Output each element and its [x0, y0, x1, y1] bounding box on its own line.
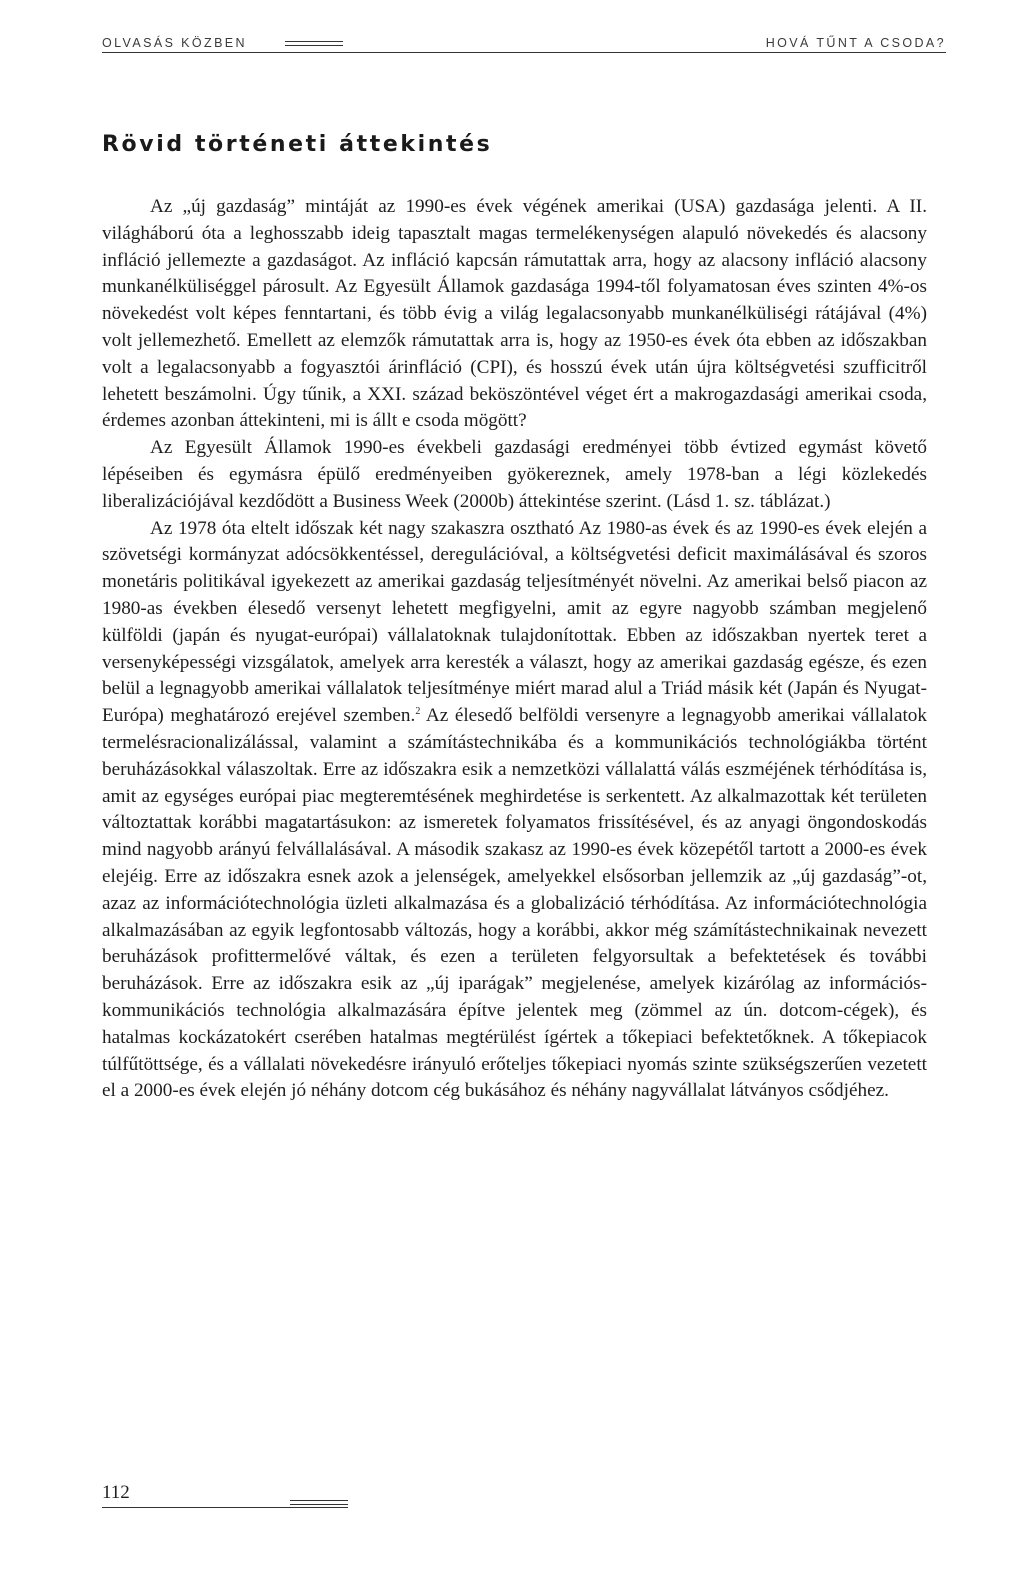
paragraph-periods: [102, 516, 927, 1106]
section-title: Rövid történeti áttekintés: [102, 132, 493, 157]
paragraph-intro: Az „új gazdaság” mintáját az 1990-es évek végének amerikai (USA) gazdasága jelenti. A II. világháború óta a leghosszabb ideig tapasztalt magas termelékenységen alapuló növekedés és alacsony infláció jellemezte a gazdaságot. Az infláció kapcsán rámutattak arra, hogy az alacsony infláció alacsony munkanélküliséggel párosult. Az Egyesült Államok gazdasága 1994-től folyamatosan éves szinten 4%-os növekedést volt képes fenntartani, és több évig a világ legalacsonyabb munkanélküliségi rátájával (4%) volt jellemezhető. Emellett az elemzők rámutattak arra is, hogy az 1950-es évek óta ebben az időszakban volt a legalacsonyabb a fogyasztói árinfláció (CPI), és hosszú évek után újra költségvetési szufficitről lehetett beszámolni. Úgy tűnik, a XXI. század beköszöntével véget ért a makrogazdasági amerikai csoda, érdemes azonban áttekinteni, mi is állt e csoda mögött?: [102, 196, 927, 432]
footnote-marker: 2: [415, 706, 421, 718]
running-header: [102, 36, 946, 56]
footer-rule-marker: [290, 1500, 348, 1505]
page-footer: [102, 1482, 348, 1512]
footer-rule: [102, 1507, 348, 1508]
paragraph-periods-continued: Az élesedő belföldi versenyre a legnagyobb amerikai vállalatok termelésracionalizálással, valamint a számítástechnikába és a kommunikációs technológiákba történt beruházásokkal válaszoltak. Erre az időszakra esik a nemzetközi vállalattá válás eszméjének térhódítása is, amit az egységes európai piac megteremtésének meghirdetése is serkentett. Az alkalmazottak két területen változtattak korábbi magatartásukon: az ismeretek folyamatos frissítésével, és az anyagi öngondoskodás mind nagyobb arányú felvállalásával. A második szakasz az 1990-es évek közepétől tartott a 2000-es évek elejéig. Erre az időszakra esnek azok a jelenségek, amelyekkel elsősorban jellemzik az „új gazdaság”-ot, azaz az információtechnológia üzleti alkalmazása és a globalizáció térhódítása. Az információtechnológia alkalmazásában az egyik legfontosabb változás, hogy a korábbi, akkor még számítástechnikainak nevezett beruházások profittermelővé váltak, és ezen a területen felgyorsultak a befektetések és további beruházások. Erre az időszakra esik az „új iparágak” megjelenése, amelyek kizárólag az információs-kommunikációs technológia alkalmazására építve jelentek meg (zömmel az ún. dotcom-cégek), és hatalmas kockázatokért cserében hatalmas megtérülést ígértek a tőkepiaci befektetőknek. A tőkepiacok túlfűtöttsége, és a vállalati növekedésre irányuló erőteljes tőkepiaci nyomás szinte szükségszerűen vezetett el a 2000-es évek elején jó néhány dotcom cég bukásához és néhány nagyvállalat látványos csődjéhez.: [102, 705, 927, 1102]
header-rule-marker: [285, 41, 343, 46]
running-header-left: OLVASÁS KÖZBEN: [102, 36, 247, 50]
running-header-right: HOVÁ TŰNT A CSODA?: [765, 36, 946, 50]
page-number: 112: [102, 1482, 130, 1503]
paragraph-periods-text: Az 1978 óta eltelt időszak két nagy szakaszra osztható Az 1980-as évek és az 1990-es évek elején a szövetségi kormányzat adócsökkentéssel, deregulációval, a költségvetési deficit maximálásával és szoros monetáris politikával igyekezett az amerikai gazdaság teljesítményét növelni. Az amerikai belső piacon az 1980-as években élesedő versenyt lehetett megfigyelni, amit az egyre nagyobb számban megjelenő külföldi (japán és nyugat-európai) vállalatoknak tulajdonítottak. Ebben az időszakban nyertek teret a versenyképességi vizsgálatok, amelyek arra keresték a választ, hogy az amerikai gazdaság egésze, és ezen belül a legnagyobb amerikai vállalatok teljesítménye miért marad alul a Triád másik két (Japán és Nyugat-Európa) meghatározó erejével szemben.: [102, 517, 927, 727]
paragraph-roots: Az Egyesült Államok 1990-es évekbeli gazdasági eredményei több évtized egymást követő lépéseiben és egymásra épülő eredményeiben gyökereznek, amely 1978-ban a légi közlekedés liberalizációjával kezdődött a Business Week (2000b) áttekintése szerint. (Lásd 1. sz. táblázat.): [102, 437, 927, 512]
header-rule: [102, 52, 946, 53]
body-text: [102, 194, 927, 1105]
